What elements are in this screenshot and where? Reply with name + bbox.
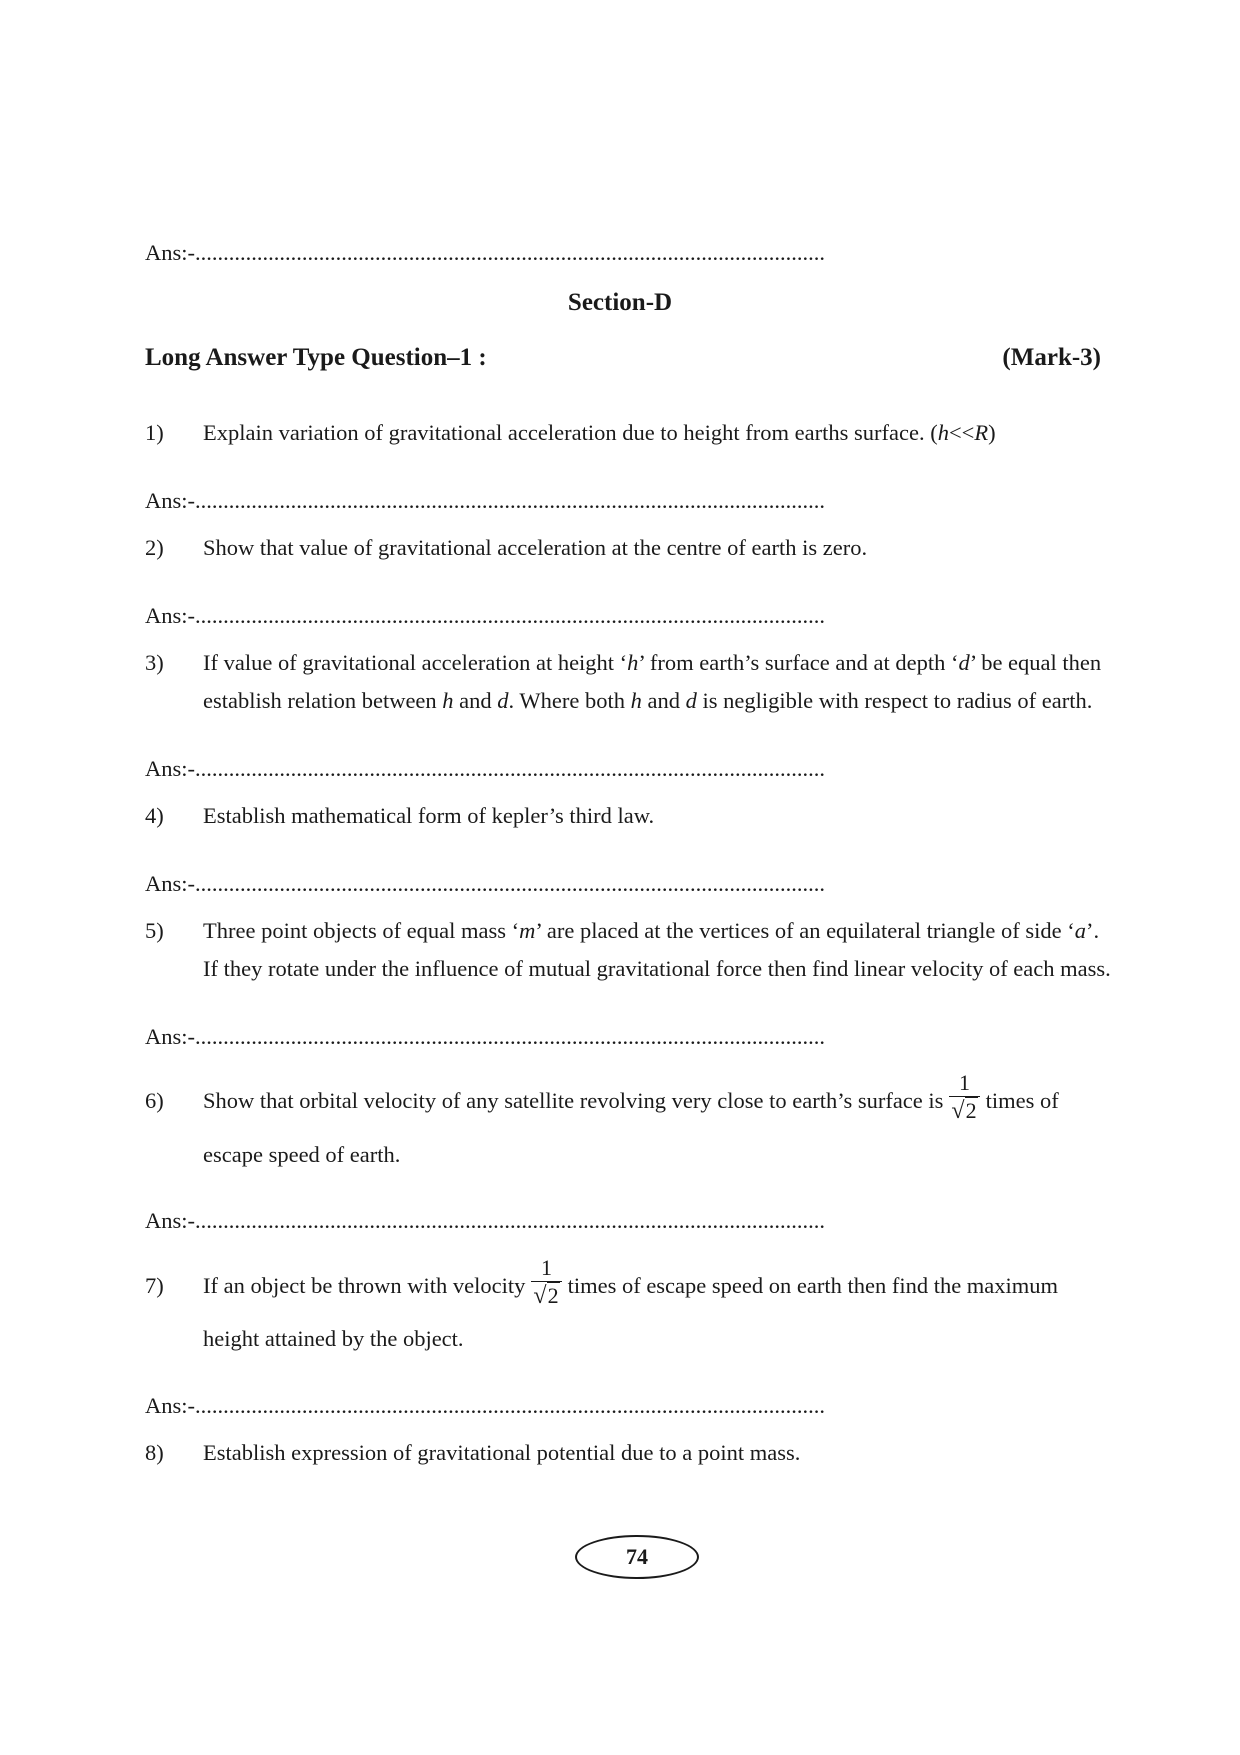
question-text-line-2: If they rotate under the influence of mutual gravitational force then find linear velocity of each mass. — [203, 956, 1111, 981]
question-number: 7) — [145, 1273, 164, 1298]
question-number: 3) — [145, 650, 164, 675]
answer-line: Ans:-................................................................................................................ — [145, 1024, 825, 1049]
question-number: 4) — [145, 803, 164, 828]
question-text-line-1: If value of gravitational acceleration at height ‘h’ from earth’s surface and at depth ‘d’ be equal then — [203, 650, 1102, 675]
question-text-line-2: escape speed of earth. — [203, 1142, 401, 1167]
question-text: Show that value of gravitational acceleration at the centre of earth is zero. — [203, 535, 868, 560]
answer-line: Ans:-................................................................................................................ — [145, 871, 825, 896]
page-number-badge — [575, 1535, 699, 1579]
answer-line: Ans:-................................................................................................................ — [145, 1208, 825, 1233]
question-text: Establish mathematical form of kepler’s third law. — [203, 803, 655, 828]
page-number: 74 — [626, 1544, 648, 1569]
sqrt-symbol-icon: √ — [533, 1283, 547, 1309]
sqrt-symbol-icon: √ — [951, 1098, 965, 1124]
question-text-line-1: Show that orbital velocity of any satellite revolving very close to earth’s surface is $\frac{1}{√2}$ times of — [203, 1070, 1059, 1124]
fraction-one-over-root-two: $\frac{1}{√2}$ — [531, 1256, 561, 1308]
marks-label: (Mark-3) — [1002, 344, 1101, 371]
section-title: Section-D — [567, 289, 673, 316]
question-number: 6) — [145, 1088, 164, 1113]
question-number: 8) — [145, 1440, 164, 1465]
question-text-line-2: height attained by the object. — [203, 1326, 464, 1351]
answer-line: Ans:-................................................................................................................ — [145, 1393, 825, 1418]
question-text: Explain variation of gravitational acceleration due to height from earths surface. (h<<R) — [203, 420, 996, 445]
question-number: 5) — [145, 918, 164, 943]
question-number: 1) — [145, 420, 164, 445]
question-number: 2) — [145, 535, 164, 560]
answer-line: Ans:-................................................................................................................ — [145, 240, 825, 265]
answer-line: Ans:-................................................................................................................ — [145, 603, 825, 628]
question-text-line-1: Three point objects of equal mass ‘m’ are placed at the vertices of an equilateral triangle of side ‘a’. — [203, 918, 1100, 943]
answer-line: Ans:-................................................................................................................ — [145, 756, 825, 781]
question-text: Establish expression of gravitational potential due to a point mass. — [203, 1440, 801, 1465]
fraction-one-over-root-two: $\frac{1}{√2}$ — [949, 1071, 979, 1123]
answer-line: Ans:-................................................................................................................ — [145, 488, 825, 513]
question-text-line-1: If an object be thrown with velocity $\frac{1}{√2}$ times of escape speed on earth then find the maximum — [203, 1255, 1059, 1309]
question-block-title: Long Answer Type Question–1 : — [145, 344, 487, 371]
question-text-line-2: establish relation between h and d. Where both h and d is negligible with respect to radius of earth. — [203, 688, 1093, 713]
